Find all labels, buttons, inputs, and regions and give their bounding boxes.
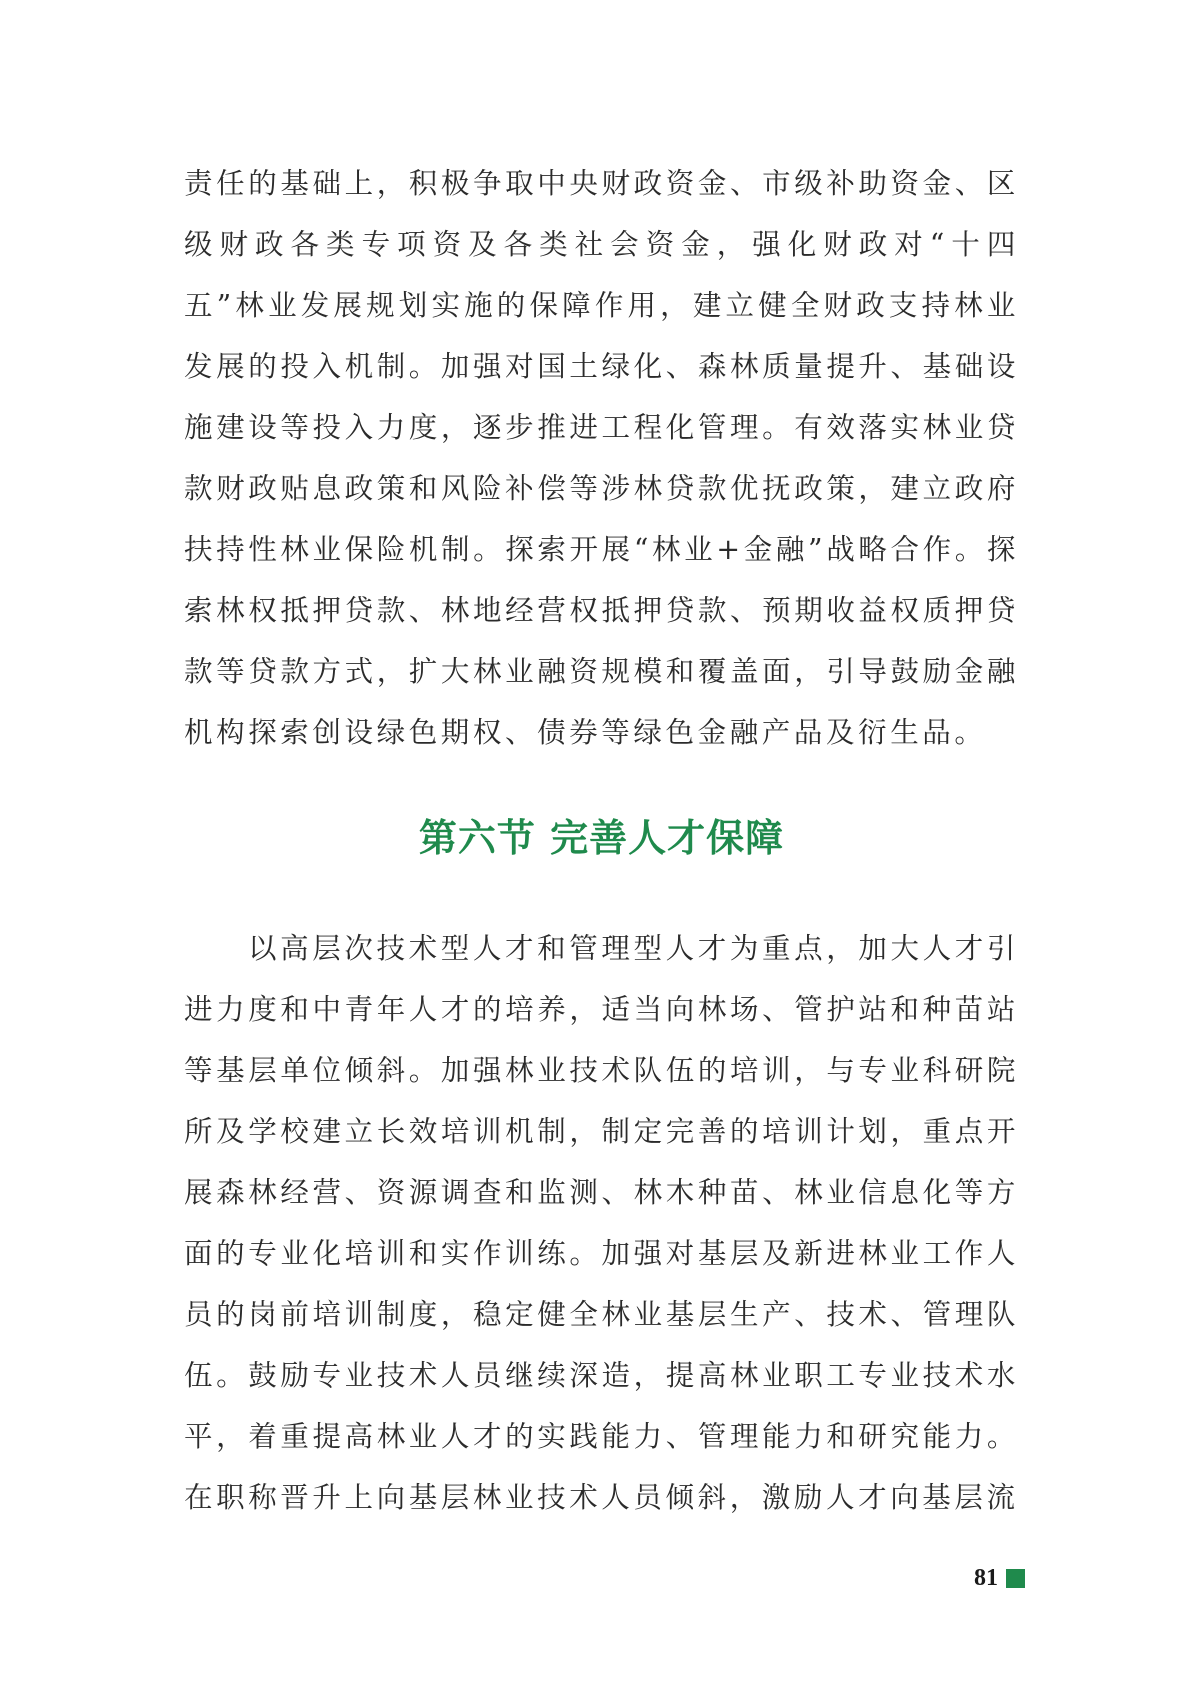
body-paragraph-talent: 以高层次技术型人才和管理型人才为重点，加大人才引进力度和中青年人才的培养，适当向林场、管护站和种苗站等基层单位倾斜。加强林业技术队伍的培训，与专业科研院所及学校建立长效培训机制，制定完善的培训计划，重点开展森林经营、资源调查和监测、林木种苗、林业信息化等方面的专业化培训和实作训练。加强对基层及新进林业工作人员的岗前培训制度，稳定健全林业基层生产、技术、管理队伍。鼓励专业技术人员继续深造，提高林业职工专业技术水平，着重提高林业人才的实践能力、管理能力和研究能力。在职称晋升上向基层林业技术人员倾斜，激励人才向基层流: [184, 932, 1019, 1514]
page-marker-square-icon: [1006, 1569, 1025, 1588]
page-number: 81: [974, 1565, 998, 1591]
body-paragraph-continuation: 责任的基础上，积极争取中央财政资金、市级补助资金、区级财政各类专项资及各类社会资金，强化财政对“十四五”林业发展规划实施的保障作用，建立健全财政支持林业发展的投入机制。加强对国土绿化、森林质量提升、基础设施建设等投入力度，逐步推进工程化管理。有效落实林业贷款财政贴息政策和风险补偿等涉林贷款优抚政策，建立政府扶持性林业保险机制。探索开展“林业+金融”战略合作。探索林权抵押贷款、林地经营权抵押贷款、预期收益权质押贷款等贷款方式，扩大林业融资规模和覆盖面，引导鼓励金融机构探索创设绿色期权、债券等绿色金融产品及衍生品。: [184, 167, 1019, 749]
section-heading: 第六节 完善人才保障: [418, 816, 785, 860]
page-footer: [974, 1565, 1025, 1592]
